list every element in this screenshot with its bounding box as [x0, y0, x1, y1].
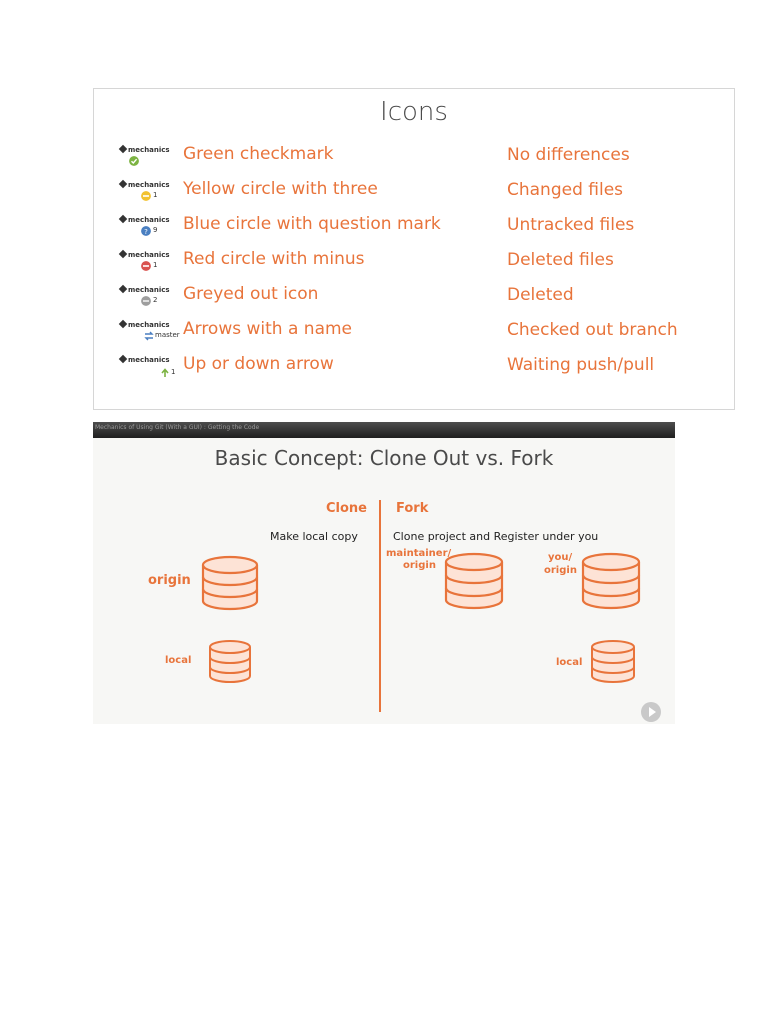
- icon-meaning: Deleted: [507, 285, 574, 305]
- fork-subtitle: Clone project and Register under you: [393, 530, 599, 543]
- clone-subtitle: Make local copy: [270, 530, 358, 543]
- icon-meaning: Changed files: [507, 180, 624, 200]
- fork-local-label: local: [556, 657, 583, 668]
- grey-circle-icon: [141, 296, 151, 306]
- icon-meaning: Untracked files: [507, 215, 635, 235]
- icon-meaning: Deleted files: [507, 250, 614, 270]
- clone-fork-slide: [93, 422, 675, 724]
- video-title: Mechanics of Using Git (With a GUI) : Getting the Code: [95, 424, 260, 431]
- icon-row: [94, 284, 734, 319]
- icon-description: Green checkmark: [183, 144, 334, 164]
- database-icon: [201, 555, 259, 611]
- you-origin-label: origin: [544, 565, 577, 576]
- mechanics-badge: [120, 214, 172, 244]
- badge-label: mechanics: [120, 321, 170, 329]
- icons-slide-title: Icons: [380, 97, 448, 127]
- svg-text:?: ?: [144, 228, 148, 236]
- icon-description: Yellow circle with three: [183, 179, 378, 199]
- branch-arrows-icon: [144, 331, 154, 341]
- mechanics-badge: [120, 284, 172, 314]
- badge-count: 9: [153, 226, 158, 234]
- maintainer-label: maintainer/: [386, 548, 452, 559]
- question-circle-icon: [141, 226, 151, 236]
- icon-description: Arrows with a name: [183, 319, 353, 339]
- clone-heading: Clone: [326, 501, 367, 516]
- yellow-circle-icon: [141, 191, 151, 201]
- mechanics-badge: [120, 319, 180, 349]
- up-arrow-icon: [160, 368, 170, 378]
- database-icon: [444, 552, 504, 610]
- clone-local-label: local: [165, 655, 192, 666]
- badge-label: mechanics: [120, 251, 170, 259]
- icon-description: Up or down arrow: [183, 354, 334, 374]
- icon-meaning: No differences: [507, 145, 630, 165]
- database-icon: [590, 639, 636, 685]
- icon-description: Greyed out icon: [183, 284, 319, 304]
- icon-description: Red circle with minus: [183, 249, 365, 269]
- icon-row: [94, 354, 734, 389]
- icon-meaning: Waiting push/pull: [507, 355, 655, 375]
- database-icon: [208, 639, 252, 685]
- badge-label: mechanics: [120, 216, 170, 224]
- icon-description: Blue circle with question mark: [183, 214, 441, 234]
- badge-branch-name: master: [155, 331, 180, 339]
- icon-row: [94, 179, 734, 214]
- maintainer-origin-label: origin: [403, 560, 436, 571]
- badge-label: mechanics: [120, 356, 170, 364]
- clone-fork-title: Basic Concept: Clone Out vs. Fork: [214, 446, 554, 470]
- icon-row: [94, 214, 734, 249]
- icon-meaning: Checked out branch: [507, 320, 678, 340]
- mechanics-badge: [120, 249, 172, 279]
- icon-row: [94, 144, 734, 179]
- database-icon: [581, 552, 641, 610]
- badge-count: 1: [171, 368, 176, 376]
- mechanics-badge: [120, 354, 176, 384]
- mechanics-badge: [120, 144, 172, 174]
- mechanics-badge: [120, 179, 172, 209]
- badge-count: 1: [153, 261, 158, 269]
- fork-heading: Fork: [396, 501, 429, 516]
- play-icon[interactable]: [641, 702, 661, 722]
- badge-count: 1: [153, 191, 158, 199]
- icon-row: [94, 249, 734, 284]
- minus-circle-icon: [141, 261, 151, 271]
- badge-label: mechanics: [120, 181, 170, 189]
- icon-row: [94, 319, 734, 354]
- badge-label: mechanics: [120, 286, 170, 294]
- clone-fork-divider: [379, 500, 381, 712]
- icons-slide: [93, 88, 735, 410]
- clone-origin-label: origin: [148, 573, 191, 588]
- video-title-bar: [93, 422, 675, 438]
- check-icon: [129, 156, 139, 166]
- you-label: you/: [548, 552, 573, 563]
- badge-label: mechanics: [120, 146, 170, 154]
- badge-count: 2: [153, 296, 158, 304]
